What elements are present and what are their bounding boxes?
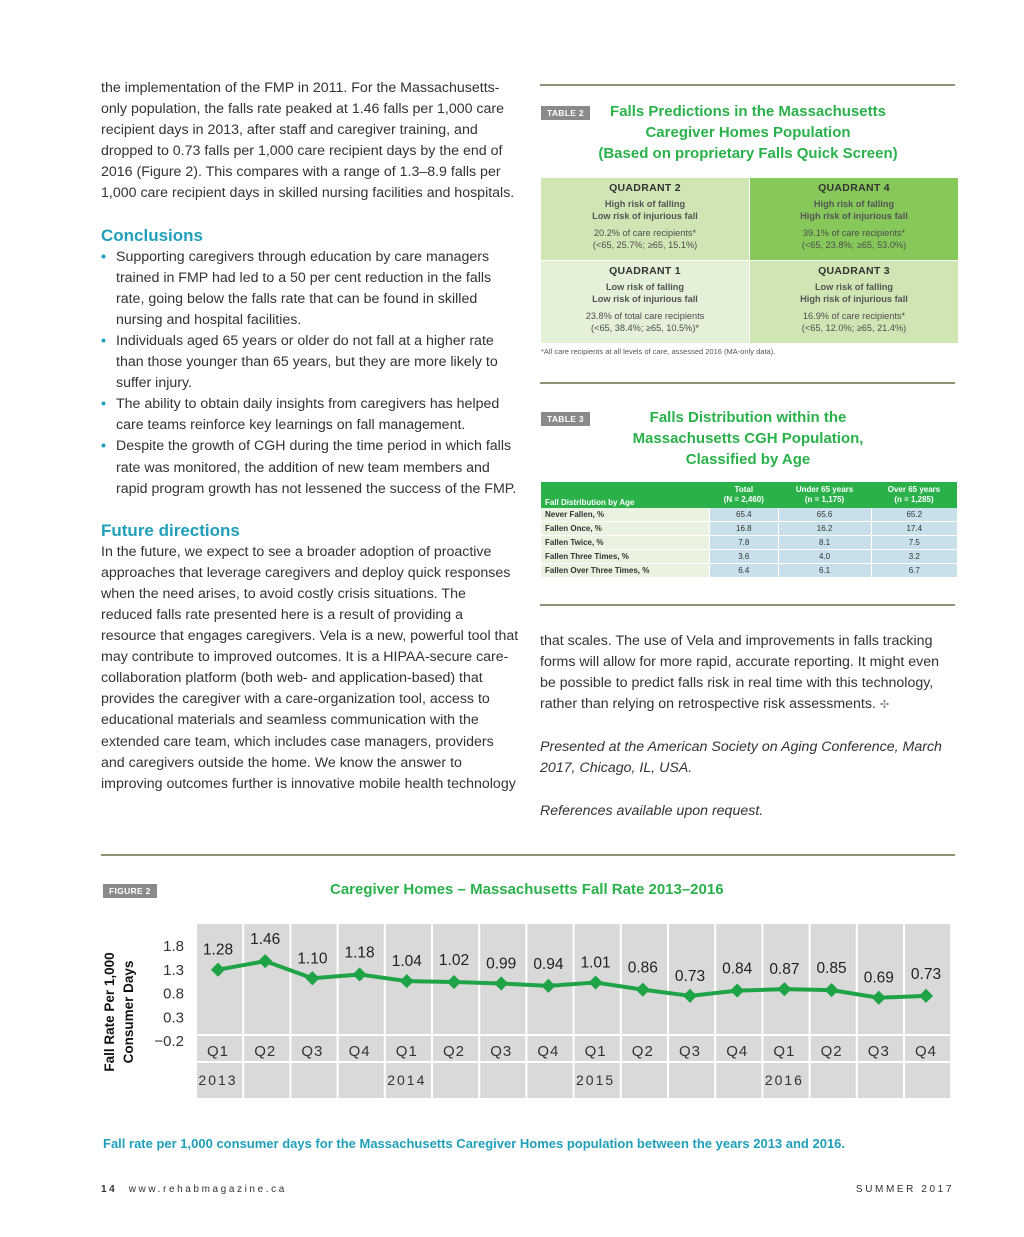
table-header-row xyxy=(541,482,957,508)
quadrant-breakdown: (<65, 38.4%; ≥65, 10.5%)* xyxy=(591,323,699,333)
row-label: Fallen Three Times, % xyxy=(541,550,710,564)
quadrant-percent: 23.8% of total care recipients xyxy=(585,311,705,321)
x-tick-label: Q1 xyxy=(395,1043,418,1060)
continuation-paragraph xyxy=(540,631,955,716)
x-tick-label: Q3 xyxy=(301,1043,324,1060)
figure2-title: Caregiver Homes – Massachusetts Fall Rate 2013–2016 xyxy=(330,881,724,898)
quadrant-cell xyxy=(750,261,958,343)
quadrant-risk-line: Low risk of falling xyxy=(814,282,894,292)
page-number: 14 xyxy=(101,1184,118,1195)
data-label: 1.04 xyxy=(391,953,422,971)
quadrant-name: QUADRANT 3 xyxy=(818,265,890,277)
data-label: 0.69 xyxy=(863,969,894,987)
data-label: 0.86 xyxy=(627,959,658,977)
table-row xyxy=(541,536,957,550)
y-axis-label: Fall Rate Per 1,000 xyxy=(102,952,117,1072)
year-label: 2016 xyxy=(764,1072,804,1088)
quadrant-percent: 39.1% of care recipients* xyxy=(802,228,906,238)
row-label: Fallen Once, % xyxy=(541,522,710,536)
x-tick-label: Q4 xyxy=(537,1043,560,1060)
row-value: 8.1 xyxy=(778,536,871,550)
y-tick-label: 0.3 xyxy=(163,1009,184,1027)
list-item: • The ability to obtain daily insights from caregivers has helped care teams reinforce key learnings on fall management. xyxy=(101,394,521,436)
year-label: 2015 xyxy=(576,1072,616,1088)
data-label: 1.28 xyxy=(202,941,234,959)
row-value: 3.2 xyxy=(871,550,957,564)
data-label: 0.94 xyxy=(533,955,564,973)
row-value: 17.4 xyxy=(871,522,957,536)
issue-label: SUMMER 2017 xyxy=(855,1184,954,1195)
row-value: 4.0 xyxy=(778,550,871,564)
x-tick-label: Q1 xyxy=(584,1043,607,1060)
x-tick-label: Q3 xyxy=(867,1043,890,1060)
row-value: 6.1 xyxy=(778,564,871,578)
row-value: 7.5 xyxy=(871,536,957,550)
data-label: 0.73 xyxy=(910,965,942,983)
quadrant-breakdown: (<65, 12.0%; ≥65, 21.4%) xyxy=(801,323,907,333)
data-label: 0.87 xyxy=(769,961,800,979)
table-row xyxy=(541,550,957,564)
divider xyxy=(101,854,955,856)
y-tick-label: 1.3 xyxy=(163,961,184,979)
future-paragraph: In the future, we expect to see a broader adoption of proactive approaches that leverage caregivers and deploy quick responses when the need arises, to avoid costly crisis situations. The reduced falls rate presented here is a result of providing a resource that engages caregivers. Vela is a new, powerful tool that may contribute to improved outcomes. It is a HIPAA-secure care-collaboration platform (both web- and application-based) that provides the caregiver with a care-organization tool, access to educational materials and seamless communication with the extended care team, which includes case managers, providers and caregivers outside the home. We know the answer to improving outcomes further is innovative mobile health technology xyxy=(101,543,519,792)
table2-tag: TABLE 2 xyxy=(541,106,590,120)
x-tick-label: Q2 xyxy=(254,1043,277,1060)
row-value: 3.6 xyxy=(710,550,779,564)
x-tick-label: Q2 xyxy=(631,1043,654,1060)
figure2-caption: Fall rate per 1,000 consumer days for the Massachusetts Caregiver Homes population between the years 2013 and 2016. xyxy=(103,1136,846,1151)
row-label: Fallen Twice, % xyxy=(541,536,710,550)
data-label: 1.46 xyxy=(250,931,281,949)
table3-title xyxy=(588,407,908,470)
row-label: Fallen Over Three Times, % xyxy=(541,564,710,578)
y-axis-label: Consumer Days xyxy=(121,960,136,1064)
quadrant-name: QUADRANT 2 xyxy=(609,182,681,194)
table2-note: *All care recipients at all levels of care, assessed 2016 (MA-only data). xyxy=(541,347,776,356)
x-tick-label: Q4 xyxy=(348,1043,371,1060)
quadrant-risk-line: High risk of injurious fall xyxy=(800,294,908,304)
continuation-text: that scales. The use of Vela and improvements in falls tracking forms will allow for more rapid, accurate reporting. It might even be possible to predict falls risk in real time with this technology, rather than relying on retrospective risk assessments. xyxy=(540,633,939,713)
table-row xyxy=(541,522,957,536)
quadrant-name: QUADRANT 4 xyxy=(818,182,890,194)
row-value: 6.7 xyxy=(871,564,957,578)
row-value: 65.4 xyxy=(710,508,779,522)
quadrant-risk-line: High risk of falling xyxy=(813,199,895,209)
quadrant-percent: 20.2% of care recipients* xyxy=(593,228,697,238)
quadrant-risk-line: Low risk of injurious fall xyxy=(592,211,698,221)
data-label: 0.73 xyxy=(674,967,706,985)
quadrant-risk-line: High risk of injurious fall xyxy=(800,211,908,221)
data-label: 1.01 xyxy=(580,954,611,972)
table2-title-line: (Based on proprietary Falls Quick Screen) xyxy=(598,145,898,162)
table-header-cell: Under 65 years (n = 1,175) xyxy=(795,485,854,504)
intro-paragraph: the implementation of the FMP in 2011. For the Massachusetts-only population, the falls rate peaked at 1.46 falls per 1,000 care recipient days in 2013, after staff and caregiver training, and dropped to 0.73 falls per 1,000 care recipient days by the end of 2016 (Figure 2). This compares with a range of 1.3–8.9 falls per 1,000 care recipient days in skilled nursing facilities and hospitals. xyxy=(101,80,515,202)
list-item: • Individuals aged 65 years or older do not fall at a higher rate than those younger than 65 years, but they are more likely to suffer injury. xyxy=(101,331,521,394)
row-value: 7.8 xyxy=(710,536,779,550)
data-label: 1.02 xyxy=(438,952,470,970)
fall-rate-chart xyxy=(96,920,958,1100)
x-tick-label: Q1 xyxy=(206,1043,230,1060)
data-label: 1.18 xyxy=(344,944,375,962)
quadrant-breakdown: (<65, 25.7%; ≥65, 15.1%) xyxy=(592,240,698,250)
row-label: Never Fallen, % xyxy=(541,508,710,522)
end-mark-icon: ✣ xyxy=(879,699,890,712)
conclusions-list xyxy=(101,247,521,500)
quadrant-cell xyxy=(750,178,958,260)
distribution-table xyxy=(541,482,957,578)
row-value: 65.2 xyxy=(871,508,957,522)
quadrant-risk-line: Low risk of falling xyxy=(605,282,685,292)
x-tick-label: Q4 xyxy=(726,1043,749,1060)
right-column xyxy=(540,631,955,822)
data-label: 0.85 xyxy=(816,960,847,978)
x-tick-label: Q3 xyxy=(678,1043,702,1060)
table-header-cell: Fall Distribution by Age xyxy=(545,498,635,507)
quadrant-cell xyxy=(541,261,749,343)
x-tick-label: Q2 xyxy=(442,1043,466,1060)
table2-title-line: Caregiver Homes Population xyxy=(645,124,851,141)
table-row xyxy=(541,564,957,578)
divider xyxy=(540,382,955,384)
row-value: 16.2 xyxy=(778,522,871,536)
x-tick-label: Q4 xyxy=(914,1043,938,1060)
divider xyxy=(540,84,955,86)
x-tick-label: Q2 xyxy=(820,1043,843,1060)
figure2-tag: FIGURE 2 xyxy=(103,884,157,898)
table-row xyxy=(541,508,957,522)
references-note: References available upon request. xyxy=(540,802,764,819)
row-value: 6.4 xyxy=(710,564,779,578)
table3-title-line: Classified by Age xyxy=(685,451,811,468)
quadrant-breakdown: (<65, 23.8%; ≥65, 53.0%) xyxy=(801,240,907,250)
quadrant-name: QUADRANT 1 xyxy=(609,265,681,277)
quadrant-percent: 16.9% of care recipients* xyxy=(802,311,906,321)
data-label: 0.99 xyxy=(486,955,517,973)
x-tick-label: Q1 xyxy=(773,1043,796,1060)
y-tick-label: 1.8 xyxy=(163,938,184,955)
row-value: 65.6 xyxy=(778,508,871,522)
table3-tag: TABLE 3 xyxy=(541,412,590,426)
quadrant-risk-line: High risk of falling xyxy=(604,199,686,209)
table3-title-line: Falls Distribution within the xyxy=(649,409,847,426)
quadrant-cell xyxy=(541,178,749,260)
data-label: 0.84 xyxy=(722,960,753,978)
y-tick-label: −0.2 xyxy=(154,1033,184,1050)
table2-title-line: Falls Predictions in the Massachusetts xyxy=(610,103,886,120)
list-item: • Despite the growth of CGH during the time period in which falls rate was monitored, the addition of new team members and rapid program growth has not lessened the success of the FMP. xyxy=(101,436,521,499)
future-heading: Future directions xyxy=(101,520,240,540)
list-item: • Supporting caregivers through education by care managers trained in FMP had led to a 50 per cent reduction in the falls rate, going below the falls rate that can be found in skilled nursing and hospital facilities. xyxy=(101,247,521,331)
distribution-table-wrap xyxy=(541,482,957,578)
conclusions-heading: Conclusions xyxy=(101,225,204,245)
presented-note: Presented at the American Society on Aging Conference, March 2017, Chicago, IL, USA. xyxy=(540,739,942,777)
table2-title xyxy=(588,101,908,164)
left-column xyxy=(101,78,521,795)
row-value: 16.8 xyxy=(710,522,779,536)
x-tick-label: Q3 xyxy=(490,1043,513,1060)
data-label: 1.10 xyxy=(297,950,328,968)
y-tick-label: 0.8 xyxy=(163,985,184,1003)
site-url: www.rehabmagazine.ca xyxy=(128,1184,287,1195)
table-header-cell: Over 65 years (n = 1,285) xyxy=(887,485,941,504)
table3-title-line: Massachusetts CGH Population, xyxy=(632,430,864,447)
year-label: 2014 xyxy=(387,1072,427,1088)
footer-left xyxy=(101,1184,287,1195)
year-label: 2013 xyxy=(198,1072,238,1088)
divider xyxy=(540,604,955,606)
table-header-cell: Total (N = 2,460) xyxy=(723,485,764,504)
quadrant-risk-line: Low risk of injurious fall xyxy=(592,294,698,304)
